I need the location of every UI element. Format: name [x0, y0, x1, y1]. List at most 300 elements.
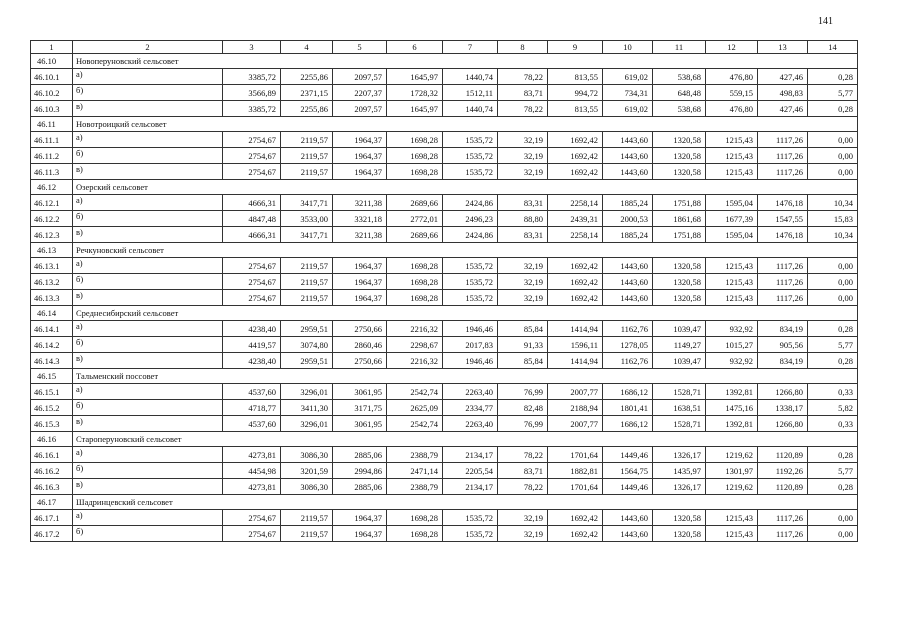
value-cell: 1215,43 [706, 132, 758, 148]
value-cell: 476,80 [706, 69, 758, 85]
header-cell: 2 [73, 41, 223, 54]
value-cell: 1964,37 [333, 526, 387, 542]
row-code: 46.17.1 [31, 510, 73, 526]
value-cell: 78,22 [498, 101, 548, 117]
value-cell: 1039,47 [653, 321, 706, 337]
table-body [31, 41, 858, 542]
value-cell: 1701,64 [548, 447, 603, 463]
value-cell: 2542,74 [387, 384, 443, 400]
value-cell: 1440,74 [443, 101, 498, 117]
value-cell: 0,33 [808, 416, 858, 432]
value-cell: 1964,37 [333, 132, 387, 148]
table-row [31, 258, 858, 274]
row-label: а) [73, 384, 223, 400]
value-cell: 2263,40 [443, 384, 498, 400]
value-cell: 2959,51 [281, 321, 333, 337]
value-cell: 1219,62 [706, 479, 758, 495]
value-cell: 2134,17 [443, 447, 498, 463]
section-code: 46.17 [31, 495, 73, 510]
section-row [31, 117, 858, 132]
value-cell: 4666,31 [223, 227, 281, 243]
value-cell: 82,48 [498, 400, 548, 416]
row-code: 46.10.2 [31, 85, 73, 101]
value-cell: 1440,74 [443, 69, 498, 85]
value-cell: 3296,01 [281, 416, 333, 432]
value-cell: 1392,81 [706, 384, 758, 400]
value-cell: 2371,15 [281, 85, 333, 101]
value-cell: 2205,54 [443, 463, 498, 479]
value-cell: 5,77 [808, 463, 858, 479]
value-cell: 83,31 [498, 195, 548, 211]
table-row [31, 274, 858, 290]
value-cell: 3417,71 [281, 195, 333, 211]
value-cell: 1677,39 [706, 211, 758, 227]
value-cell: 3061,95 [333, 384, 387, 400]
value-cell: 2754,67 [223, 132, 281, 148]
value-cell: 3211,38 [333, 195, 387, 211]
value-cell: 1117,26 [758, 132, 808, 148]
value-cell: 1638,51 [653, 400, 706, 416]
data-table [30, 40, 858, 542]
value-cell: 1692,42 [548, 526, 603, 542]
row-code: 46.14.1 [31, 321, 73, 337]
row-label: б) [73, 526, 223, 542]
row-label: б) [73, 337, 223, 353]
value-cell: 1535,72 [443, 258, 498, 274]
value-cell: 0,28 [808, 479, 858, 495]
value-cell: 1320,58 [653, 258, 706, 274]
row-code: 46.10.3 [31, 101, 73, 117]
value-cell: 813,55 [548, 101, 603, 117]
value-cell: 2017,83 [443, 337, 498, 353]
value-cell: 2772,01 [387, 211, 443, 227]
section-name: Среднесибирский сельсовет [73, 306, 858, 321]
table-row [31, 85, 858, 101]
value-cell: 2754,67 [223, 274, 281, 290]
section-name: Новоперуновский сельсовет [73, 54, 858, 69]
header-cell: 7 [443, 41, 498, 54]
value-cell: 91,33 [498, 337, 548, 353]
value-cell: 1801,41 [603, 400, 653, 416]
value-cell: 0,28 [808, 69, 858, 85]
value-cell: 2007,77 [548, 384, 603, 400]
value-cell: 1535,72 [443, 148, 498, 164]
row-label: в) [73, 353, 223, 369]
value-cell: 994,72 [548, 85, 603, 101]
value-cell: 1595,04 [706, 195, 758, 211]
section-name: Речкуновский сельсовет [73, 243, 858, 258]
value-cell: 1686,12 [603, 416, 653, 432]
value-cell: 32,19 [498, 164, 548, 180]
table-row [31, 353, 858, 369]
value-cell: 0,28 [808, 353, 858, 369]
value-cell: 1692,42 [548, 164, 603, 180]
value-cell: 1326,17 [653, 447, 706, 463]
value-cell: 1595,04 [706, 227, 758, 243]
value-cell: 2439,31 [548, 211, 603, 227]
row-code: 46.15.1 [31, 384, 73, 400]
row-label: в) [73, 164, 223, 180]
value-cell: 88,80 [498, 211, 548, 227]
section-row [31, 432, 858, 447]
header-cell: 3 [223, 41, 281, 54]
section-row [31, 180, 858, 195]
value-cell: 1535,72 [443, 526, 498, 542]
value-cell: 2994,86 [333, 463, 387, 479]
value-cell: 2255,86 [281, 69, 333, 85]
value-cell: 1414,94 [548, 321, 603, 337]
row-code: 46.12.1 [31, 195, 73, 211]
row-code: 46.10.1 [31, 69, 73, 85]
header-cell: 1 [31, 41, 73, 54]
value-cell: 2188,94 [548, 400, 603, 416]
value-cell: 1946,46 [443, 321, 498, 337]
table-row [31, 479, 858, 495]
row-label: а) [73, 510, 223, 526]
row-code: 46.12.2 [31, 211, 73, 227]
value-cell: 2119,57 [281, 258, 333, 274]
value-cell: 1443,60 [603, 132, 653, 148]
value-cell: 2750,66 [333, 321, 387, 337]
value-cell: 0,28 [808, 101, 858, 117]
section-name: Шадринцевский сельсовет [73, 495, 858, 510]
value-cell: 83,71 [498, 85, 548, 101]
value-cell: 32,19 [498, 510, 548, 526]
value-cell: 2754,67 [223, 164, 281, 180]
value-cell: 1120,89 [758, 447, 808, 463]
value-cell: 1751,88 [653, 195, 706, 211]
table-row [31, 148, 858, 164]
header-cell: 8 [498, 41, 548, 54]
table-row [31, 416, 858, 432]
value-cell: 1692,42 [548, 510, 603, 526]
value-cell: 2388,79 [387, 479, 443, 495]
value-cell: 2119,57 [281, 132, 333, 148]
value-cell: 4273,81 [223, 447, 281, 463]
value-cell: 1535,72 [443, 164, 498, 180]
value-cell: 5,77 [808, 85, 858, 101]
value-cell: 0,00 [808, 510, 858, 526]
header-cell: 5 [333, 41, 387, 54]
value-cell: 1162,76 [603, 321, 653, 337]
table-row [31, 510, 858, 526]
value-cell: 427,46 [758, 69, 808, 85]
value-cell: 476,80 [706, 101, 758, 117]
value-cell: 2424,86 [443, 195, 498, 211]
value-cell: 2119,57 [281, 274, 333, 290]
value-cell: 1215,43 [706, 258, 758, 274]
value-cell: 5,77 [808, 337, 858, 353]
value-cell: 1701,64 [548, 479, 603, 495]
table-row [31, 69, 858, 85]
value-cell: 2119,57 [281, 290, 333, 306]
row-label: б) [73, 463, 223, 479]
value-cell: 2216,32 [387, 353, 443, 369]
value-cell: 1117,26 [758, 148, 808, 164]
section-row [31, 369, 858, 384]
row-label: а) [73, 447, 223, 463]
table-row [31, 463, 858, 479]
value-cell: 905,56 [758, 337, 808, 353]
section-name: Озерский сельсовет [73, 180, 858, 195]
value-cell: 1120,89 [758, 479, 808, 495]
row-code: 46.14.3 [31, 353, 73, 369]
value-cell: 1645,97 [387, 69, 443, 85]
value-cell: 32,19 [498, 132, 548, 148]
row-code: 46.13.3 [31, 290, 73, 306]
value-cell: 1885,24 [603, 195, 653, 211]
row-code: 46.13.1 [31, 258, 73, 274]
value-cell: 2388,79 [387, 447, 443, 463]
value-cell: 83,31 [498, 227, 548, 243]
value-cell: 1692,42 [548, 274, 603, 290]
header-cell: 11 [653, 41, 706, 54]
value-cell: 2258,14 [548, 195, 603, 211]
value-cell: 3296,01 [281, 384, 333, 400]
row-label: а) [73, 132, 223, 148]
row-code: 46.15.3 [31, 416, 73, 432]
section-row [31, 243, 858, 258]
value-cell: 1692,42 [548, 290, 603, 306]
value-cell: 1392,81 [706, 416, 758, 432]
value-cell: 1698,28 [387, 148, 443, 164]
value-cell: 2754,67 [223, 258, 281, 274]
value-cell: 1885,24 [603, 227, 653, 243]
value-cell: 2334,77 [443, 400, 498, 416]
section-code: 46.13 [31, 243, 73, 258]
value-cell: 3171,75 [333, 400, 387, 416]
value-cell: 1964,37 [333, 148, 387, 164]
value-cell: 1535,72 [443, 132, 498, 148]
value-cell: 4666,31 [223, 195, 281, 211]
value-cell: 2885,06 [333, 447, 387, 463]
value-cell: 1698,28 [387, 164, 443, 180]
row-label: в) [73, 479, 223, 495]
value-cell: 2097,57 [333, 69, 387, 85]
value-cell: 1215,43 [706, 274, 758, 290]
value-cell: 932,92 [706, 321, 758, 337]
value-cell: 2496,23 [443, 211, 498, 227]
value-cell: 76,99 [498, 416, 548, 432]
value-cell: 3321,18 [333, 211, 387, 227]
value-cell: 559,15 [706, 85, 758, 101]
header-cell: 13 [758, 41, 808, 54]
value-cell: 1117,26 [758, 274, 808, 290]
section-name: Староперуновский сельсовет [73, 432, 858, 447]
value-cell: 0,00 [808, 290, 858, 306]
section-row [31, 306, 858, 321]
row-label: а) [73, 69, 223, 85]
value-cell: 0,00 [808, 526, 858, 542]
value-cell: 1039,47 [653, 353, 706, 369]
table-row [31, 337, 858, 353]
value-cell: 3074,80 [281, 337, 333, 353]
value-cell: 1692,42 [548, 148, 603, 164]
table-row [31, 211, 858, 227]
table-row [31, 195, 858, 211]
value-cell: 4718,77 [223, 400, 281, 416]
row-code: 46.14.2 [31, 337, 73, 353]
value-cell: 1215,43 [706, 148, 758, 164]
value-cell: 2750,66 [333, 353, 387, 369]
value-cell: 834,19 [758, 353, 808, 369]
section-code: 46.14 [31, 306, 73, 321]
section-code: 46.16 [31, 432, 73, 447]
value-cell: 1728,32 [387, 85, 443, 101]
value-cell: 3201,59 [281, 463, 333, 479]
value-cell: 32,19 [498, 290, 548, 306]
value-cell: 2885,06 [333, 479, 387, 495]
row-code: 46.17.2 [31, 526, 73, 542]
value-cell: 2471,14 [387, 463, 443, 479]
value-cell: 3417,71 [281, 227, 333, 243]
value-cell: 2754,67 [223, 148, 281, 164]
value-cell: 2119,57 [281, 526, 333, 542]
table-row [31, 447, 858, 463]
value-cell: 1320,58 [653, 274, 706, 290]
value-cell: 2263,40 [443, 416, 498, 432]
value-cell: 4419,57 [223, 337, 281, 353]
value-cell: 1320,58 [653, 164, 706, 180]
value-cell: 1882,81 [548, 463, 603, 479]
row-label: в) [73, 290, 223, 306]
value-cell: 32,19 [498, 274, 548, 290]
value-cell: 2207,37 [333, 85, 387, 101]
value-cell: 0,33 [808, 384, 858, 400]
value-cell: 2754,67 [223, 290, 281, 306]
value-cell: 427,46 [758, 101, 808, 117]
value-cell: 1528,71 [653, 384, 706, 400]
value-cell: 1117,26 [758, 526, 808, 542]
value-cell: 538,68 [653, 101, 706, 117]
value-cell: 2625,09 [387, 400, 443, 416]
value-cell: 4537,60 [223, 384, 281, 400]
value-cell: 1443,60 [603, 164, 653, 180]
table-row [31, 227, 858, 243]
row-label: б) [73, 211, 223, 227]
row-code: 46.13.2 [31, 274, 73, 290]
table-row [31, 400, 858, 416]
value-cell: 2754,67 [223, 526, 281, 542]
row-code: 46.16.1 [31, 447, 73, 463]
value-cell: 0,00 [808, 132, 858, 148]
value-cell: 32,19 [498, 258, 548, 274]
value-cell: 1535,72 [443, 290, 498, 306]
value-cell: 10,34 [808, 227, 858, 243]
value-cell: 1301,97 [706, 463, 758, 479]
row-code: 46.15.2 [31, 400, 73, 416]
header-cell: 9 [548, 41, 603, 54]
value-cell: 4847,48 [223, 211, 281, 227]
value-cell: 1219,62 [706, 447, 758, 463]
value-cell: 1443,60 [603, 274, 653, 290]
value-cell: 85,84 [498, 321, 548, 337]
value-cell: 1946,46 [443, 353, 498, 369]
table-row [31, 101, 858, 117]
section-code: 46.12 [31, 180, 73, 195]
value-cell: 78,22 [498, 447, 548, 463]
value-cell: 1964,37 [333, 290, 387, 306]
value-cell: 1338,17 [758, 400, 808, 416]
value-cell: 1645,97 [387, 101, 443, 117]
value-cell: 1698,28 [387, 510, 443, 526]
header-cell: 4 [281, 41, 333, 54]
value-cell: 76,99 [498, 384, 548, 400]
value-cell: 78,22 [498, 69, 548, 85]
row-code: 46.11.2 [31, 148, 73, 164]
value-cell: 1964,37 [333, 164, 387, 180]
table-row [31, 164, 858, 180]
value-cell: 1686,12 [603, 384, 653, 400]
value-cell: 813,55 [548, 69, 603, 85]
row-label: б) [73, 148, 223, 164]
value-cell: 1215,43 [706, 164, 758, 180]
value-cell: 10,34 [808, 195, 858, 211]
value-cell: 4238,40 [223, 353, 281, 369]
value-cell: 0,28 [808, 321, 858, 337]
value-cell: 1692,42 [548, 258, 603, 274]
value-cell: 1449,46 [603, 447, 653, 463]
row-code: 46.12.3 [31, 227, 73, 243]
value-cell: 1117,26 [758, 510, 808, 526]
value-cell: 2258,14 [548, 227, 603, 243]
value-cell: 2298,67 [387, 337, 443, 353]
row-label: б) [73, 400, 223, 416]
value-cell: 2754,67 [223, 510, 281, 526]
row-label: б) [73, 85, 223, 101]
value-cell: 1964,37 [333, 274, 387, 290]
value-cell: 2134,17 [443, 479, 498, 495]
value-cell: 1698,28 [387, 290, 443, 306]
value-cell: 1476,18 [758, 227, 808, 243]
value-cell: 1414,94 [548, 353, 603, 369]
value-cell: 1192,26 [758, 463, 808, 479]
value-cell: 1596,11 [548, 337, 603, 353]
value-cell: 2119,57 [281, 164, 333, 180]
value-cell: 2689,66 [387, 227, 443, 243]
value-cell: 1449,46 [603, 479, 653, 495]
value-cell: 83,71 [498, 463, 548, 479]
row-label: в) [73, 227, 223, 243]
row-label: в) [73, 101, 223, 117]
value-cell: 78,22 [498, 479, 548, 495]
value-cell: 2255,86 [281, 101, 333, 117]
value-cell: 2119,57 [281, 148, 333, 164]
value-cell: 1475,16 [706, 400, 758, 416]
value-cell: 1751,88 [653, 227, 706, 243]
value-cell: 1278,05 [603, 337, 653, 353]
section-row [31, 54, 858, 69]
section-code: 46.15 [31, 369, 73, 384]
header-cell: 10 [603, 41, 653, 54]
row-label: б) [73, 274, 223, 290]
value-cell: 3385,72 [223, 69, 281, 85]
value-cell: 1320,58 [653, 148, 706, 164]
value-cell: 1443,60 [603, 526, 653, 542]
value-cell: 538,68 [653, 69, 706, 85]
value-cell: 1535,72 [443, 510, 498, 526]
value-cell: 2860,46 [333, 337, 387, 353]
value-cell: 5,82 [808, 400, 858, 416]
value-cell: 3211,38 [333, 227, 387, 243]
value-cell: 1547,55 [758, 211, 808, 227]
table-row [31, 321, 858, 337]
value-cell: 1476,18 [758, 195, 808, 211]
value-cell: 3566,89 [223, 85, 281, 101]
value-cell: 1266,80 [758, 384, 808, 400]
value-cell: 3533,00 [281, 211, 333, 227]
header-row [31, 41, 858, 54]
